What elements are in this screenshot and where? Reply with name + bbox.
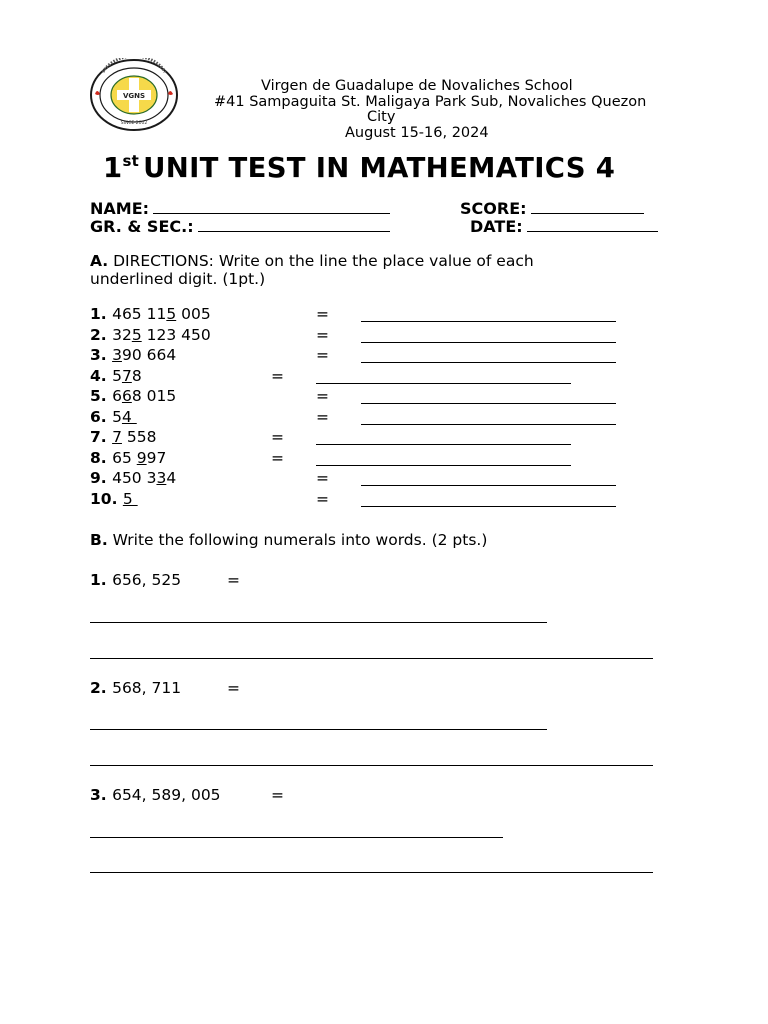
underlined-digit: 5: [122, 490, 138, 508]
section-b-item: [90, 571, 181, 589]
equals-sign: =: [227, 679, 240, 697]
section-b-letter: B.: [90, 531, 108, 549]
item-number: 6.: [90, 408, 113, 426]
underlined-digit: 6: [121, 387, 132, 405]
equals-sign: =: [316, 346, 329, 364]
item-digits: 123 450: [141, 326, 211, 344]
svg-text:SINCE 2002: SINCE 2002: [120, 121, 148, 126]
answer-line[interactable]: [90, 658, 653, 659]
section-a-directions-cont: underlined digit. (1pt.): [90, 270, 266, 288]
section-a-directions: [90, 252, 534, 271]
numeral-value: 656, 525: [112, 571, 182, 589]
section-a-item: [90, 408, 137, 426]
section-a-item: [90, 305, 211, 323]
section-a-directions-text: DIRECTIONS: Write on the line the place value of each: [113, 252, 534, 270]
item-number: 1.: [90, 305, 113, 323]
date-label: DATE:: [470, 217, 523, 236]
numeral-value: 568, 711: [112, 679, 182, 697]
answer-line[interactable]: [361, 505, 616, 507]
equals-sign: =: [316, 490, 329, 508]
title-text: UNIT TEST IN MATHEMATICS 4: [143, 152, 616, 184]
item-number: 4.: [90, 367, 113, 385]
answer-line[interactable]: [316, 382, 571, 384]
item-number: 8.: [90, 449, 113, 467]
item-number: 7.: [90, 428, 113, 446]
answer-line[interactable]: [361, 484, 616, 486]
equals-sign: =: [316, 408, 329, 426]
item-number: 3.: [90, 346, 113, 364]
equals-sign: =: [316, 469, 329, 487]
name-label: NAME:: [90, 199, 150, 218]
equals-sign: =: [271, 428, 284, 446]
item-digits: 6: [112, 387, 122, 405]
section-a-item: [90, 428, 156, 446]
item-digits: 90 664: [121, 346, 177, 364]
answer-line[interactable]: [90, 729, 547, 730]
item-digits: 450 3: [112, 469, 157, 487]
answer-line[interactable]: [361, 423, 616, 425]
grade-section-field[interactable]: [90, 217, 390, 236]
item-number: 5.: [90, 387, 113, 405]
answer-line[interactable]: [316, 443, 571, 445]
underlined-digit: 7: [121, 367, 132, 385]
section-a-item: [90, 367, 142, 385]
school-address: #41 Sampaguita St. Maligaya Park Sub, Novaliches Quezon: [214, 94, 647, 110]
item-digits: 558: [121, 428, 157, 446]
section-b-directions: [90, 531, 487, 550]
grade-section-label: GR. & SEC.:: [90, 217, 194, 236]
section-a-item: [90, 346, 176, 364]
item-number: 9.: [90, 469, 113, 487]
score-label: SCORE:: [460, 199, 527, 218]
title-number: 1: [103, 152, 123, 184]
name-field[interactable]: [90, 199, 390, 218]
item-number: 3.: [90, 786, 113, 804]
date-field[interactable]: [470, 217, 658, 236]
answer-line[interactable]: [90, 765, 653, 766]
underlined-digit: 9: [136, 449, 147, 467]
section-b-item: [90, 679, 181, 697]
item-number: 2.: [90, 679, 113, 697]
section-a-item: [90, 326, 211, 344]
equals-sign: =: [271, 786, 284, 804]
item-digits: 465 11: [112, 305, 167, 323]
item-digits: 005: [176, 305, 211, 323]
section-a-item: [90, 469, 176, 487]
underlined-digit: 4: [121, 408, 137, 426]
answer-line[interactable]: [361, 361, 616, 363]
answer-line[interactable]: [90, 872, 653, 873]
title-ordinal: st: [122, 152, 140, 170]
item-digits: 8: [131, 367, 142, 385]
underlined-digit: 3: [112, 346, 122, 364]
item-digits: 65: [112, 449, 137, 467]
item-digits: 4: [166, 469, 177, 487]
section-b-directions-text: Write the following numerals into words. (2 pts.): [112, 531, 488, 549]
equals-sign: =: [316, 326, 329, 344]
equals-sign: =: [316, 387, 329, 405]
section-a-letter: A.: [90, 252, 109, 270]
section-a-item: [90, 490, 138, 508]
equals-sign: =: [271, 367, 284, 385]
section-a-item: [90, 387, 176, 405]
item-digits: 5: [112, 408, 122, 426]
score-blank[interactable]: [531, 199, 644, 214]
school-address-city: City: [367, 109, 396, 125]
item-number: 2.: [90, 326, 113, 344]
section-a-item: [90, 449, 166, 467]
answer-line[interactable]: [361, 320, 616, 322]
school-name: Virgen de Guadalupe de Novaliches School: [261, 78, 573, 94]
name-blank[interactable]: [153, 199, 390, 214]
underlined-digit: 5: [166, 305, 177, 323]
answer-line[interactable]: [90, 837, 503, 838]
answer-line[interactable]: [316, 464, 571, 466]
item-digits: 97: [146, 449, 167, 467]
item-number: 1.: [90, 571, 113, 589]
item-number: 10.: [90, 490, 123, 508]
item-digits: 32: [112, 326, 132, 344]
test-date: August 15-16, 2024: [345, 125, 489, 141]
answer-line[interactable]: [90, 622, 547, 623]
page-title: [103, 152, 615, 184]
section-b-item: [90, 786, 221, 804]
equals-sign: =: [316, 305, 329, 323]
score-field[interactable]: [460, 199, 644, 218]
date-blank[interactable]: [527, 217, 658, 232]
underlined-digit: 5: [131, 326, 142, 344]
equals-sign: =: [227, 571, 240, 589]
svg-text:VGNS: VGNS: [122, 92, 146, 100]
item-digits: 5: [112, 367, 122, 385]
equals-sign: =: [271, 449, 284, 467]
item-digits: 8 015: [131, 387, 177, 405]
answer-line[interactable]: [361, 402, 616, 404]
grade-section-blank[interactable]: [198, 217, 390, 232]
answer-line[interactable]: [361, 341, 616, 343]
underlined-digit: 7: [112, 428, 122, 446]
school-logo: [89, 58, 179, 132]
numeral-value: 654, 589, 005: [112, 786, 221, 804]
underlined-digit: 3: [156, 469, 167, 487]
